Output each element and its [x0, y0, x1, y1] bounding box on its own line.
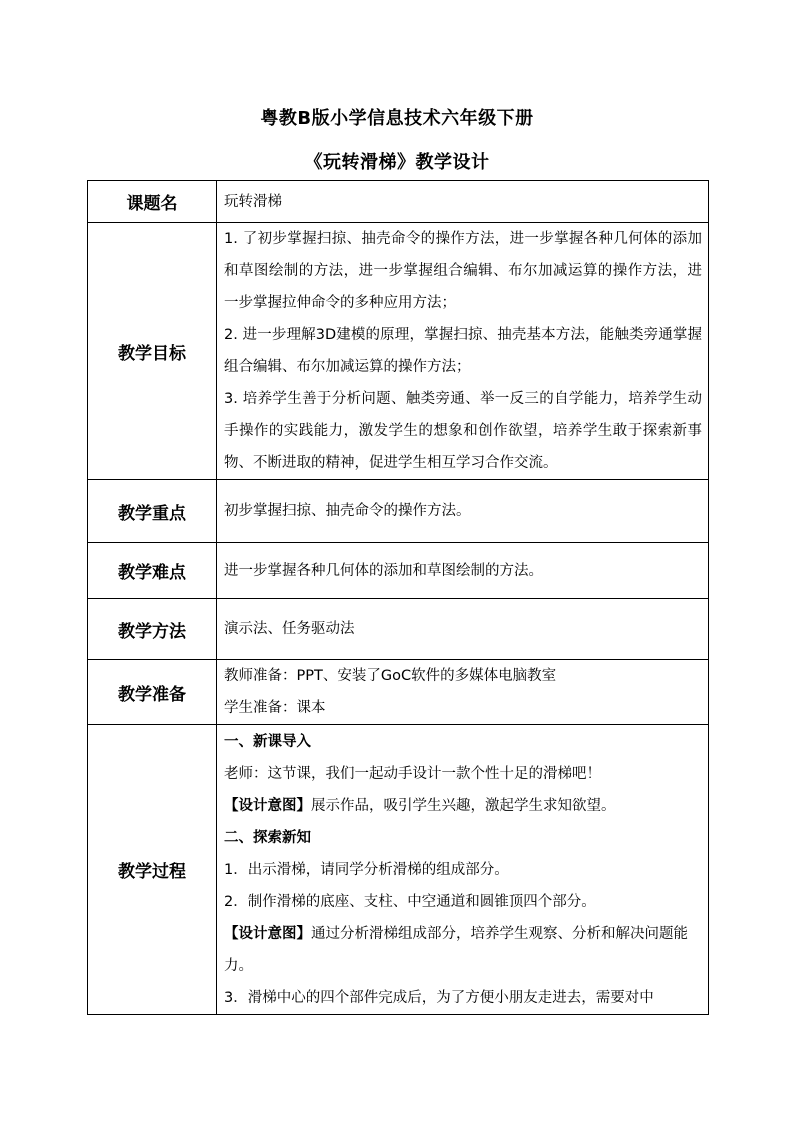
- section-heading: 一、新课导入: [224, 734, 311, 750]
- design-intent-label: 【设计意图】: [224, 926, 311, 942]
- design-intent-text: 通过分析滑梯组成部分，培养学生观察、分析和解决问题能力。: [224, 926, 688, 974]
- process-content: [217, 725, 709, 1015]
- difficulties-content: 进一步掌握各种几何体的添加和草图绘制的方法。: [217, 543, 709, 599]
- document-subtitle: 《玩转滑梯》教学设计: [304, 152, 490, 173]
- design-intent-text: 展示作品，吸引学生兴趣，激起学生求知欲望。: [311, 798, 616, 814]
- process-text: 1．出示滑梯，请同学分析滑梯的组成部分。: [224, 862, 509, 878]
- teacher-preparation: 教师准备：PPT、安装了GoC软件的多媒体电脑教室: [224, 668, 557, 684]
- difficulties-label: 教学难点: [88, 543, 217, 599]
- objective-item: 2. 进一步理解3D建模的原理，掌握扫掠、抽壳基本方法，能触类旁通掌握组合编辑、布尔加减运算的操作方法；: [224, 327, 702, 375]
- process-text: 老师：这节课，我们一起动手设计一款个性十足的滑梯吧！: [224, 766, 601, 782]
- objectives-content: [217, 223, 709, 480]
- topic-label: 课题名: [88, 181, 217, 223]
- process-label: 教学过程: [88, 725, 217, 1015]
- objectives-label: 教学目标: [88, 223, 217, 480]
- preparation-content: [217, 660, 709, 725]
- row-topic: [88, 181, 709, 223]
- row-process: [88, 725, 709, 1015]
- row-methods: [88, 599, 709, 660]
- section-heading: 二、探索新知: [224, 830, 311, 846]
- student-preparation: 学生准备：课本: [224, 700, 326, 716]
- key-points-content: 初步掌握扫掠、抽壳命令的操作方法。: [217, 480, 709, 543]
- objective-item: 3. 培养学生善于分析问题、触类旁通、举一反三的自学能力，培养学生动手操作的实践能力，激发学生的想象和创作欲望，培养学生敢于探索新事物、不断进取的精神，促进学生相互学习合作交流。: [224, 391, 702, 471]
- methods-content: 演示法、任务驱动法: [217, 599, 709, 660]
- row-preparation: [88, 660, 709, 725]
- design-intent-label: 【设计意图】: [224, 798, 311, 814]
- process-text: 3．滑梯中心的四个部件完成后，为了方便小朋友走进去，需要对中: [224, 990, 654, 1006]
- topic-content: 玩转滑梯: [217, 181, 709, 223]
- row-key-points: [88, 480, 709, 543]
- objective-item: 1. 了初步掌握扫掠、抽壳命令的操作方法，进一步掌握各种几何体的添加和草图绘制的方法，进一步掌握组合编辑、布尔加减运算的操作方法，进一步掌握拉伸命令的多种应用方法；: [224, 231, 702, 311]
- methods-label: 教学方法: [88, 599, 217, 660]
- key-points-label: 教学重点: [88, 480, 217, 543]
- design-intent: [224, 790, 702, 822]
- lesson-plan-table: [87, 180, 709, 1015]
- row-objectives: [88, 223, 709, 480]
- row-difficulties: [88, 543, 709, 599]
- document-title: 粤教B版小学信息技术六年级下册: [260, 108, 534, 129]
- process-text: 2．制作滑梯的底座、支柱、中空通道和圆锥顶四个部分。: [224, 894, 596, 910]
- design-intent: [224, 918, 702, 982]
- preparation-label: 教学准备: [88, 660, 217, 725]
